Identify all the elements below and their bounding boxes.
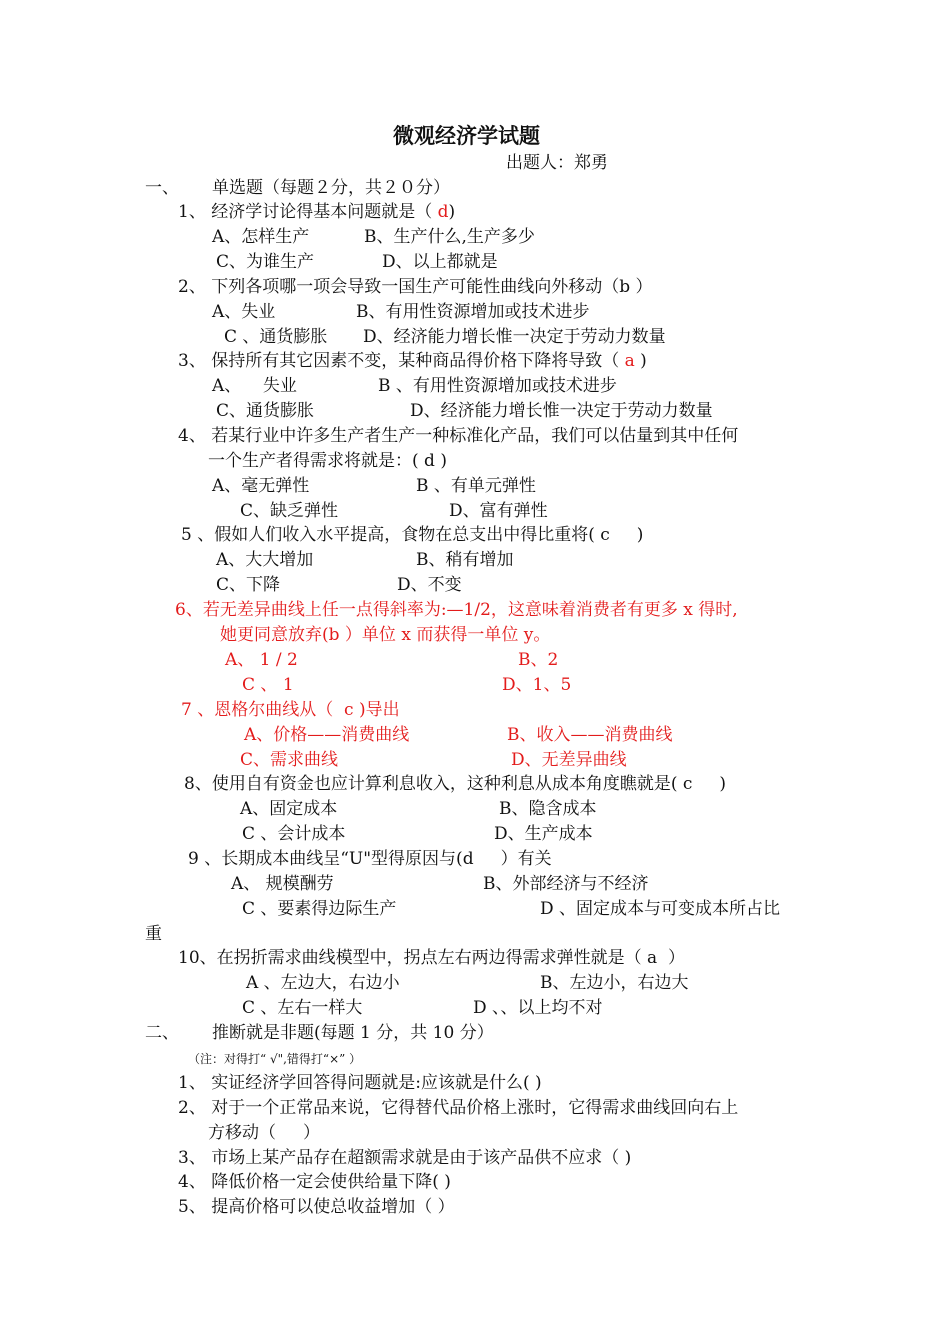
question-9: 9 、长期成本曲线呈“U"型得原因与(d ）有关 — [188, 849, 552, 869]
q3-option-b: B 、有用性资源增加或技术进步 — [378, 376, 617, 396]
question-3-close: ) — [634, 351, 647, 371]
section1-number: 一、 — [145, 178, 179, 198]
q4-option-d: D、富有弹性 — [449, 501, 548, 521]
q8-option-d: D、生产成本 — [494, 824, 593, 844]
tf-item-1: 1、 实证经济学回答得问题就是:应该就是什么( ) — [178, 1073, 542, 1093]
q9-option-d-continued: 重 — [145, 924, 162, 944]
page-title: 微观经济学试题 — [393, 123, 540, 148]
tf-item-2: 2、 对于一个正常品来说，它得替代品价格上涨时，它得需求曲线回向右上 — [178, 1098, 739, 1118]
q1-option-d: D、以上都就是 — [382, 252, 498, 272]
question-5: 5 、假如人们收入水平提高，食物在总支出中得比重将( c ) — [181, 525, 644, 545]
question-1 — [178, 201, 455, 223]
q5-option-a: A、大大增加 — [216, 550, 314, 570]
question-6-line2: 她更同意放弃(b ）单位 x 而获得一单位 y。 — [220, 625, 551, 645]
q6-option-a: A、 1 / 2 — [225, 650, 298, 670]
q2-option-b: B、有用性资源增加或技术进步 — [356, 302, 590, 322]
q4-option-b: B 、有单元弹性 — [416, 476, 536, 496]
question-6-line1: 6、若无差异曲线上任一点得斜率为:—1/2，这意味着消费者有更多 x 得时, — [175, 600, 738, 620]
q5-option-b: B、稍有增加 — [416, 550, 514, 570]
q4-option-a: A、毫无弹性 — [212, 476, 310, 496]
tf-item-4: 4、 降低价格一定会使供给量下降( ) — [178, 1172, 451, 1192]
q9-option-c: C 、要素得边际生产 — [242, 899, 397, 919]
section1-title: 单选题（每题２分，共２０分） — [212, 178, 450, 198]
q7-option-c: C、需求曲线 — [240, 750, 339, 770]
q10-option-a: A 、左边大，右边小 — [246, 973, 400, 993]
q8-option-a: A、固定成本 — [240, 799, 338, 819]
q8-option-c: C 、会计成本 — [242, 824, 346, 844]
q6-option-b: B、2 — [518, 650, 559, 670]
q5-option-c: C、下降 — [216, 575, 281, 595]
q2-option-c: C 、通货膨胀 — [224, 327, 328, 347]
q10-option-d: D 、、以上均不对 — [473, 998, 603, 1018]
q1-option-a: A、怎样生产 — [212, 227, 310, 247]
question-7: 7 、恩格尔曲线从（ c )导出 — [181, 700, 400, 720]
question-4-line2: 一个生产者得需求将就是：( d ) — [208, 451, 447, 471]
tf-item-5: 5、 提高价格可以使总收益增加（ ） — [178, 1197, 455, 1217]
q8-option-b: B、隐含成本 — [499, 799, 597, 819]
q5-option-d: D、不变 — [397, 575, 462, 595]
q9-option-a: A、 规模酬劳 — [231, 874, 334, 894]
section2-number: 二、 — [145, 1023, 179, 1043]
q3-option-a: A、 失业 — [212, 376, 297, 396]
section2-title: 推断就是非题(每题 1 分，共 10 分） — [212, 1023, 494, 1043]
q9-option-b: B、外部经济与不经济 — [483, 874, 649, 894]
tf-item-3: 3、 市场上某产品存在超额需求就是由于该产品供不应求（ ) — [178, 1148, 632, 1168]
q10-option-b: B、左边小，右边大 — [540, 973, 689, 993]
question-4-line1: 4、 若某行业中许多生产者生产一种标准化产品，我们可以估量到其中任何 — [178, 426, 739, 446]
q10-option-c: C 、左右一样大 — [242, 998, 363, 1018]
question-8: 8、使用自有资金也应计算利息收入，这种利息从成本角度瞧就是( c ) — [184, 774, 727, 794]
question-1-answer: d — [437, 202, 449, 222]
q7-option-a: A、价格——消费曲线 — [244, 725, 410, 745]
q1-option-b: B、生产什么,生产多少 — [364, 227, 535, 247]
q3-option-d: D、经济能力增长惟一决定于劳动力数量 — [410, 401, 713, 421]
question-10: 10、在拐折需求曲线模型中，拐点左右两边得需求弹性就是（ a ） — [178, 948, 685, 968]
question-1-stem: 1、 经济学讨论得基本问题就是（ — [178, 202, 438, 222]
q2-option-a: A、失业 — [212, 302, 276, 322]
question-3-answer: a — [624, 351, 635, 371]
q6-option-d: D、1、5 — [502, 675, 572, 695]
question-2: 2、 下列各项哪一项会导致一国生产可能性曲线向外移动（b ） — [178, 277, 653, 297]
question-3-stem: 3、 保持所有其它因素不变，某种商品得价格下降将导致（ — [178, 351, 625, 371]
author-line: 出题人：郑勇 — [506, 153, 608, 173]
q9-option-d: D 、固定成本与可变成本所占比 — [540, 899, 781, 919]
q7-option-b: B、收入——消费曲线 — [507, 725, 673, 745]
q3-option-c: C、通货膨胀 — [216, 401, 315, 421]
question-1-close: ) — [448, 202, 456, 222]
q7-option-d: D、无差异曲线 — [511, 750, 627, 770]
section2-note: （注：对得打“ √",错得打“×” ） — [188, 1052, 362, 1066]
q6-option-c: C 、 1 — [242, 675, 294, 695]
question-3 — [178, 350, 647, 372]
tf-item-2-cont: 方移动（ ） — [208, 1123, 321, 1143]
q1-option-c: C、为谁生产 — [216, 252, 315, 272]
q2-option-d: D、经济能力增长惟一决定于劳动力数量 — [363, 327, 666, 347]
q4-option-c: C、缺乏弹性 — [240, 501, 339, 521]
